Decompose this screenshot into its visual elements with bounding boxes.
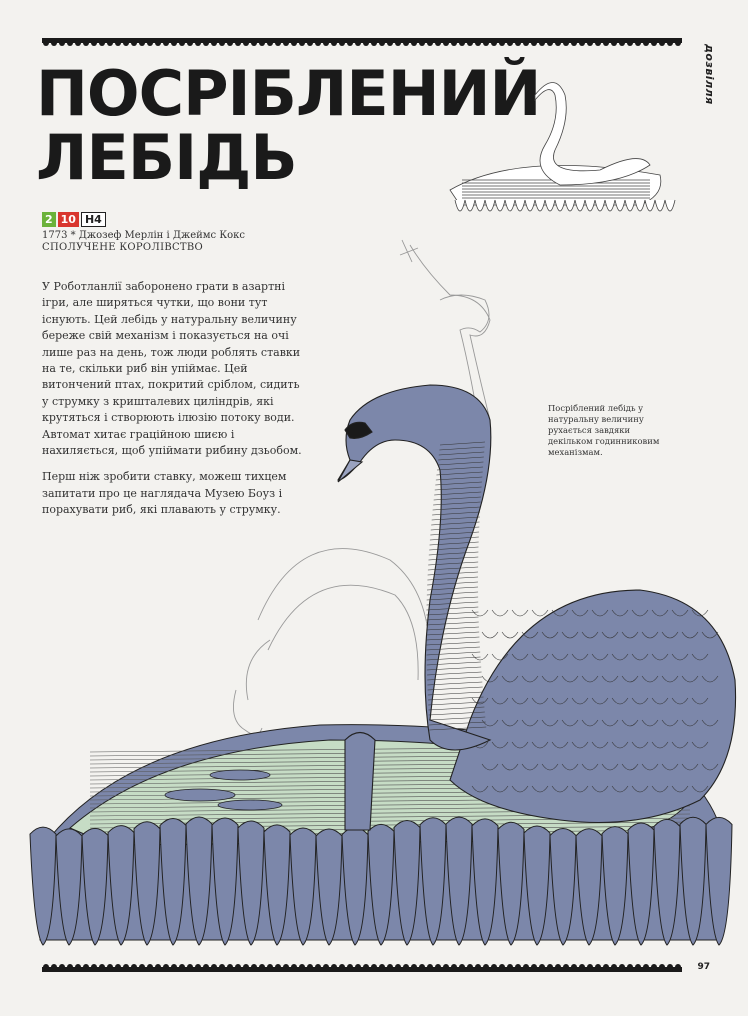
image-caption: Посріблений лебідь у натуральну величину рухається завдяки декільком годинниковим механізмам. bbox=[548, 403, 660, 457]
year-authors: 1773 * Джозеф Мерлін і Джеймс Кокс bbox=[42, 230, 245, 241]
paragraph-1: У Роботланлії заборонено грати в азартні ігри, але ширяться чутки, що вони тут існують. Цей лебідь у натуральну величину береже свій механізм і показується на очі лише раз на день, тож люди роблять ставки на те, скільки риб він упіймає. Цей витончений птах, покритий сріблом, сидить у струмку з кришталевих циліндрів, які крутяться і створюють ілюзію потоку води. Автомат хитає граційною шиєю і нахиляється, щоб упіймати рибину дзьобом. bbox=[42, 280, 302, 458]
title-line-1: ПОСРІБЛЕНИЙ bbox=[36, 57, 541, 130]
article-body bbox=[42, 279, 302, 529]
meta-info bbox=[42, 230, 245, 254]
badge-green: 2 bbox=[42, 212, 56, 227]
paragraph-2: Перш ніж зробити ставку, можеш тихцем запитати про це наглядача Музею Боуз і порахувати риб, які плавають у струмку. bbox=[42, 470, 287, 517]
page-number: 97 bbox=[697, 962, 710, 972]
badge-code: H4 bbox=[81, 212, 106, 227]
rating-badges bbox=[42, 212, 106, 227]
section-tab: дозвілля bbox=[703, 44, 716, 105]
country: СПОЛУЧЕНЕ КОРОЛІВСТВО bbox=[42, 242, 204, 253]
badge-red: 10 bbox=[58, 212, 79, 227]
small-swan-sketch bbox=[450, 83, 675, 212]
title-line-2: ЛЕБІДЬ bbox=[36, 121, 297, 194]
